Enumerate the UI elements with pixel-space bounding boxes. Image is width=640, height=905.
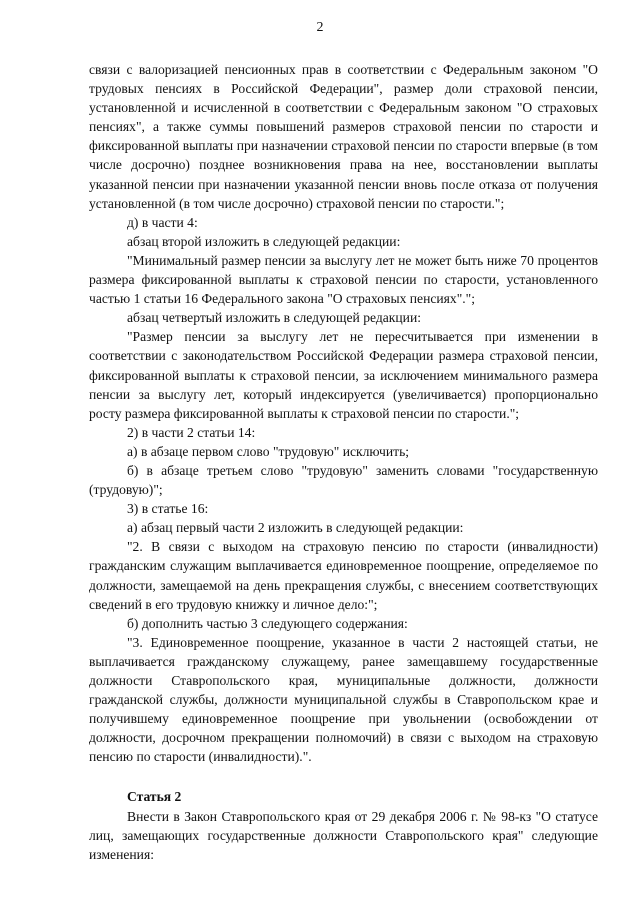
paragraph: д) в части 4: [127, 214, 198, 230]
paragraph: 2) в части 2 статьи 14: [127, 424, 256, 440]
paragraph: а) абзац первый части 2 изложить в следующей редакции: [127, 520, 464, 536]
paragraph: абзац второй изложить в следующей редакции: [127, 233, 401, 249]
paragraph: б) в абзаце третьем слово "трудовую" заменить словами "государственную (трудовую)"; [89, 462, 598, 498]
paragraph: "Минимальный размер пенсии за выслугу лет не может быть ниже 70 процентов размера фиксированной выплаты к страховой пенсии по старости, установленного частью 1 статьи 16 Федерального закона "О страховых пенсиях"."; [89, 252, 598, 307]
article-text: Внести в Закон Ставропольского края от 29 декабря 2006 г. № 98-кз "О статусе лиц, замещающих государственные должности Ставропольского края" следующие изменения: [89, 808, 598, 862]
document-body [89, 60, 598, 864]
paragraph: "2. В связи с выходом на страховую пенсию по старости (инвалидности) гражданским служащим выплачивается единовременное поощрение, определяемое по должности, замещаемой на день прекращения службы, с внесением соответствующих сведений в его трудовую книжку и личное дело:"; [89, 539, 598, 612]
paragraph: связи с валоризацией пенсионных прав в соответствии с Федеральным законом "О трудовых пенсиях в Российской Федерации", размер доли страховой пенсии, установленной и исчисленной в соответствии с Федеральным законом "О страховых пенсиях", а также суммы повышений размеров страховой пенсии по старости и фиксированной выплаты при назначении страховой пенсии по старости впервые (в том числе досрочно) позднее возникновения права на нее, восстановлении выплаты указанной пенсии при назначении указанной пенсии вновь после отказа от получения установленной (в том числе досрочно) страховой пенсии по старости."; [89, 62, 598, 211]
paragraph: "3. Единовременное поощрение, указанное в части 2 настоящей статьи, не выплачивается гражданскому служащему, ранее замещавшему государственные должности Ставропольского края, муниципальные должности, должности гражданской службы, должности муниципальной службы в Ставропольском крае и получившему единовременное поощрение при увольнении (освобождении от должности, досрочном прекращении полномочий) в связи с выходом на страховую пенсию по старости (инвалидности).". [89, 634, 598, 765]
article-heading: Статья 2 [127, 789, 182, 805]
paragraph: 3) в статье 16: [127, 501, 209, 517]
paragraph: "Размер пенсии за выслугу лет не пересчитывается при изменении в соответствии с законодательством Российской Федерации размера страховой пенсии, фиксированной выплаты к страховой пенсии, за исключением минимального размера пенсии за выслугу лет, который индексируется (увеличивается) пропорционально росту размера фиксированной выплаты к страховой пенсии по старости."; [89, 329, 598, 421]
page-number: 2 [316, 20, 324, 35]
paragraph: а) в абзаце первом слово "трудовую" исключить; [127, 443, 410, 459]
paragraph: б) дополнить частью 3 следующего содержания: [127, 615, 408, 631]
paragraph: абзац четвертый изложить в следующей редакции: [127, 310, 422, 326]
